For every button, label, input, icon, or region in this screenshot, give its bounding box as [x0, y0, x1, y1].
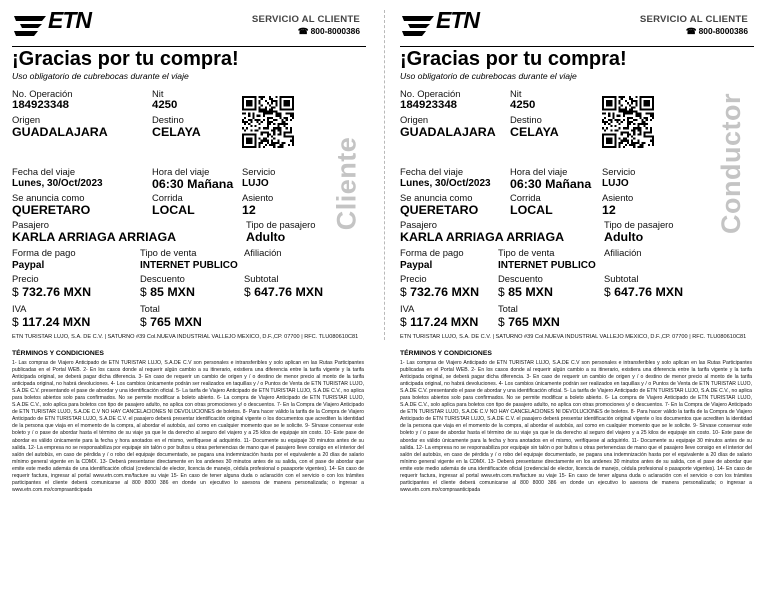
qr-code — [602, 96, 654, 148]
service-type-label: Servicio — [242, 166, 276, 177]
ticket-driver-copy — [398, 8, 754, 588]
announced-as-label: Se anuncia como — [400, 192, 473, 203]
nit-value: 4250 — [152, 99, 178, 111]
passenger-label: Pasajero — [12, 219, 50, 230]
etn-logo-text: ETN — [48, 7, 91, 33]
customer-service-phone: ☎ 800-8000386 — [685, 26, 748, 36]
travel-time: 06:30 Mañana — [152, 177, 234, 191]
price-value: $ 732.76 MXN — [12, 285, 92, 299]
discount-value: $ 85 MXN — [498, 285, 553, 299]
total-label: Total — [140, 303, 160, 314]
company-info: ETN TURISTAR LUJO, S.A. DE C.V. | SATURNO #39 Col.NUEVA INDUSTRIAL VALLEJO MEXICO, D.F.,CP. 07700 | RFC. TLU080610C81 — [400, 334, 747, 340]
subtotal-value: $ 647.76 MXN — [604, 285, 684, 299]
discount-label: Descuento — [498, 273, 543, 284]
payment-method: Paypal — [12, 260, 45, 271]
origin-label: Origen — [400, 114, 429, 125]
phone-icon: ☎ — [685, 26, 697, 36]
operation-label: No. Operación — [400, 88, 461, 99]
qr-code — [242, 96, 294, 148]
travel-date: Lunes, 30/Oct/2023 — [400, 178, 491, 189]
announced-as-label: Se anuncia como — [12, 192, 85, 203]
passenger-name: KARLA ARRIAGA ARRIAGA — [12, 230, 177, 244]
price-label: Precio — [400, 273, 427, 284]
origin-label: Origen — [12, 114, 41, 125]
tax-label: IVA — [400, 303, 415, 314]
price-label: Precio — [12, 273, 39, 284]
operation-label: No. Operación — [12, 88, 73, 99]
service-type: LUJO — [242, 178, 269, 189]
announced-as: QUERETARO — [12, 203, 91, 217]
origin-value: GUADALAJARA — [12, 125, 108, 139]
tax-value: $ 117.24 MXN — [12, 315, 91, 329]
total-value: $ 765 MXN — [140, 315, 202, 329]
operation-number: 184923348 — [400, 99, 458, 111]
destination-value: CELAYA — [152, 125, 201, 139]
destination-label: Destino — [510, 114, 542, 125]
header-rule — [400, 46, 754, 47]
ticket-client-copy — [10, 8, 366, 588]
customer-service — [252, 14, 360, 36]
payment-method-label: Forma de pago — [400, 247, 464, 258]
tax-value: $ 117.24 MXN — [400, 315, 479, 329]
subtotal-label: Subtotal — [244, 273, 279, 284]
route-value: LOCAL — [152, 203, 195, 217]
terms-text: 1- Las compras de Viajero Anticipado de ETN TURISTAR LUJO, S.A.DE C.V son personales e intransferibles y solo aplican en las Rutas Participantes publicadas en el Portal WEB. 2- En los casos donde al requerir algún cambio a su itinerario, existiera una diferencia entre la tarifa vigente y la tarifa Anticipada original, se deberá pagar dicha diferencia. 3- En caso de requerir un cambio de origen y / o destino de menor precio al monto de la tarifa anticipada original, no habrá devoluciones. 4- Los cambios únicamente podrán ser realizados en taquillas y / o Puntos de Venta de ETN TURISTAR LUJO, S.A.DE C.V. presentando el pase de abordar y una identificación oficial. 5- La tarifa de Viajero Anticipado de ETN TURISTAR LUJO, S.A.DE C.V., no aplica para boletos abiertos solo para confirmados. No se permite modificar a boleto abierto. 6- La compra de Viajero Anticipado de ETN TURISTAR LUJO, S.A.DE C.V., solo aplica para boletos con tipo de pasajero adulto, no aplica con otras promociones y/ o descuentos. 7- En la Compra de Viajero Anticipado de ETN TURISTAR LUJO, S.A.DE C.V NO HAY CANCELACIONES NI DEVOLUCIONES de boletos. 8- Para hacer válido la tarifa de la Compra de Viajero Anticipado de ETN TURISTAR LUJO, S.A.DE C.V. el pasajero deberá presentar identificación original vigente o los documentos que acrediten la identidad de la persona que viaja en el momento de la compra, al abordar el autobús, así como en cualquier momento que se le solicite. 9- Sírvase conservar este boleto y / o pase de abordar hasta el término de su viaje ya que le da derecho al seguro del viajero y a 25 kilos de equipaje sin costo. 10- Este pase de abordar es válido únicamente para la fecha y hora anotados en el mismo, verifíquese al adquirirlo. 11- Documente su equipaje 30 minutos antes de su salida. 12- La empresa no se responsabiliza por equipaje sin talón o por bultos u otras pertenencias de mano que el pasajero lleve consigo en el interior del salón del autobús, en caso de pérdida y / o robo del equipaje documentado, se pagara una indemnización hasta por el equivalente a 20 días de salario mínimo general vigente en la CDMX. 13- Deberá presentarse directamente en los andenes 30 minutos antes de su salida, con el pase de abordar que emite este medio además de una identificación oficial (credencial de elector, licencia de manejo, cédula profesional o pasaporte vigentes). 14- En caso de requerir factura, ingresar al portal www.etn.com.mx/facture su viaje 15- En caso de tener alguna duda o aclaración con el servicio o con los trámites participantes el cliente deberá comunicarse al 800 8000 386 en donde un ejecutivo lo asesora de manera personalizada; o ingresar a www.etn.com.mx/compraanticipada — [400, 360, 752, 493]
mask-notice: Uso obligatorio de cubrebocas durante el viaje — [12, 71, 189, 81]
announced-as: QUERETARO — [400, 203, 479, 217]
nit-label: Nit — [510, 88, 522, 99]
total-value: $ 765 MXN — [498, 315, 560, 329]
copy-label: Cliente — [331, 136, 362, 230]
terms-title: TÉRMINOS Y CONDICIONES — [400, 350, 492, 357]
ticket-divider — [384, 10, 385, 340]
page-title: ¡Gracias por tu compra! — [400, 48, 627, 70]
header-rule — [12, 46, 366, 47]
payment-method: Paypal — [400, 260, 433, 271]
customer-service-label: SERVICIO AL CLIENTE — [639, 14, 748, 25]
etn-logo-text: ETN — [436, 7, 479, 33]
passenger-type-label: Tipo de pasajero — [604, 219, 674, 230]
seat-label: Asiento — [602, 192, 634, 203]
seat-number: 12 — [602, 203, 616, 217]
nit-value: 4250 — [510, 99, 536, 111]
origin-value: GUADALAJARA — [400, 125, 496, 139]
service-type-label: Servicio — [602, 166, 636, 177]
route-label: Corrida — [510, 192, 541, 203]
travel-date: Lunes, 30/Oct/2023 — [12, 178, 103, 189]
travel-date-label: Fecha del viaje — [12, 166, 76, 177]
phone-icon: ☎ — [297, 26, 309, 36]
customer-service-label: SERVICIO AL CLIENTE — [251, 14, 360, 25]
passenger-name: KARLA ARRIAGA ARRIAGA — [400, 230, 565, 244]
passenger-label: Pasajero — [400, 219, 438, 230]
mask-notice: Uso obligatorio de cubrebocas durante el viaje — [400, 71, 577, 81]
destination-label: Destino — [152, 114, 184, 125]
sale-type: INTERNET PUBLICO — [140, 260, 238, 271]
affiliation-label: Afiliación — [604, 247, 642, 258]
travel-time-label: Hora del viaje — [510, 166, 568, 177]
passenger-type: Adulto — [604, 230, 644, 244]
payment-method-label: Forma de pago — [12, 247, 76, 258]
terms-text: 1- Las compras de Viajero Anticipado de ETN TURISTAR LUJO, S.A.DE C.V son personales e intransferibles y solo aplican en las Rutas Participantes publicadas en el Portal WEB. 2- En los casos donde al requerir algún cambio a su itinerario, existiera una diferencia entre la tarifa vigente y la tarifa Anticipada original, se deberá pagar dicha diferencia. 3- En caso de requerir un cambio de origen y / o destino de menor precio al monto de la tarifa anticipada original, no habrá devoluciones. 4- Los cambios únicamente podrán ser realizados en taquillas y / o Puntos de Venta de ETN TURISTAR LUJO, S.A.DE C.V. presentando el pase de abordar y una identificación oficial. 5- La tarifa de Viajero Anticipado de ETN TURISTAR LUJO, S.A.DE C.V., no aplica para boletos abiertos solo para confirmados. No se permite modificar a boleto abierto. 6- La compra de Viajero Anticipado de ETN TURISTAR LUJO, S.A.DE C.V., solo aplica para boletos con tipo de pasajero adulto, no aplica con otras promociones y/ o descuentos. 7- En la Compra de Viajero Anticipado de ETN TURISTAR LUJO, S.A.DE C.V NO HAY CANCELACIONES NI DEVOLUCIONES de boletos. 8- Para hacer válido la tarifa de la Compra de Viajero Anticipado de ETN TURISTAR LUJO, S.A.DE C.V. el pasajero deberá presentar identificación original vigente o los documentos que acrediten la identidad de la persona que viaja en el momento de la compra, al abordar el autobús, así como en cualquier momento que se le solicite. 9- Sírvase conservar este boleto y / o pase de abordar hasta el término de su viaje ya que le da derecho al seguro del viajero y a 25 kilos de equipaje sin costo. 10- Este pase de abordar es válido únicamente para la fecha y hora anotados en el mismo, verifíquese al adquirirlo. 11- Documente su equipaje 30 minutos antes de su salida. 12- La empresa no se responsabiliza por equipaje sin talón o por bultos u otras pertenencias de mano que el pasajero lleve consigo en el interior del salón del autobús, en caso de pérdida y / o robo del equipaje documentado, se pagara una indemnización hasta por el equivalente a 20 días de salario mínimo general vigente en la CDMX. 13- Deberá presentarse directamente en los andenes 30 minutos antes de su salida, con el pase de abordar que emite este medio además de una identificación oficial (credencial de elector, licencia de manejo, cédula profesional o pasaporte vigentes). 14- En caso de requerir factura, ingresar al portal www.etn.com.mx/facture su viaje 15- En caso de tener alguna duda o aclaración con el servicio o con los trámites participantes el cliente deberá comunicarse al 800 8000 386 en donde un ejecutivo lo asesora de manera personalizada; o ingresar a www.etn.com.mx/compraanticipada — [12, 360, 364, 493]
route-value: LOCAL — [510, 203, 553, 217]
customer-service — [640, 14, 748, 36]
subtotal-label: Subtotal — [604, 273, 639, 284]
copy-label: Conductor — [715, 92, 746, 234]
travel-time-label: Hora del viaje — [152, 166, 210, 177]
company-info: ETN TURISTAR LUJO, S.A. DE C.V. | SATURNO #39 Col.NUEVA INDUSTRIAL VALLEJO MEXICO, D.F.,CP. 07700 | RFC. TLU080610C81 — [12, 334, 359, 340]
sale-type-label: Tipo de venta — [498, 247, 555, 258]
page-title: ¡Gracias por tu compra! — [12, 48, 239, 70]
affiliation-label: Afiliación — [244, 247, 282, 258]
service-type: LUJO — [602, 178, 629, 189]
operation-number: 184923348 — [12, 99, 70, 111]
destination-value: CELAYA — [510, 125, 559, 139]
passenger-type: Adulto — [246, 230, 286, 244]
total-label: Total — [498, 303, 518, 314]
travel-time: 06:30 Mañana — [510, 177, 592, 191]
sale-type: INTERNET PUBLICO — [498, 260, 596, 271]
terms-title: TÉRMINOS Y CONDICIONES — [12, 350, 104, 357]
discount-label: Descuento — [140, 273, 185, 284]
route-label: Corrida — [152, 192, 183, 203]
sale-type-label: Tipo de venta — [140, 247, 197, 258]
tax-label: IVA — [12, 303, 27, 314]
nit-label: Nit — [152, 88, 164, 99]
subtotal-value: $ 647.76 MXN — [244, 285, 324, 299]
price-value: $ 732.76 MXN — [400, 285, 480, 299]
customer-service-phone: ☎ 800-8000386 — [297, 26, 360, 36]
seat-label: Asiento — [242, 192, 274, 203]
seat-number: 12 — [242, 203, 256, 217]
travel-date-label: Fecha del viaje — [400, 166, 464, 177]
discount-value: $ 85 MXN — [140, 285, 195, 299]
passenger-type-label: Tipo de pasajero — [246, 219, 316, 230]
